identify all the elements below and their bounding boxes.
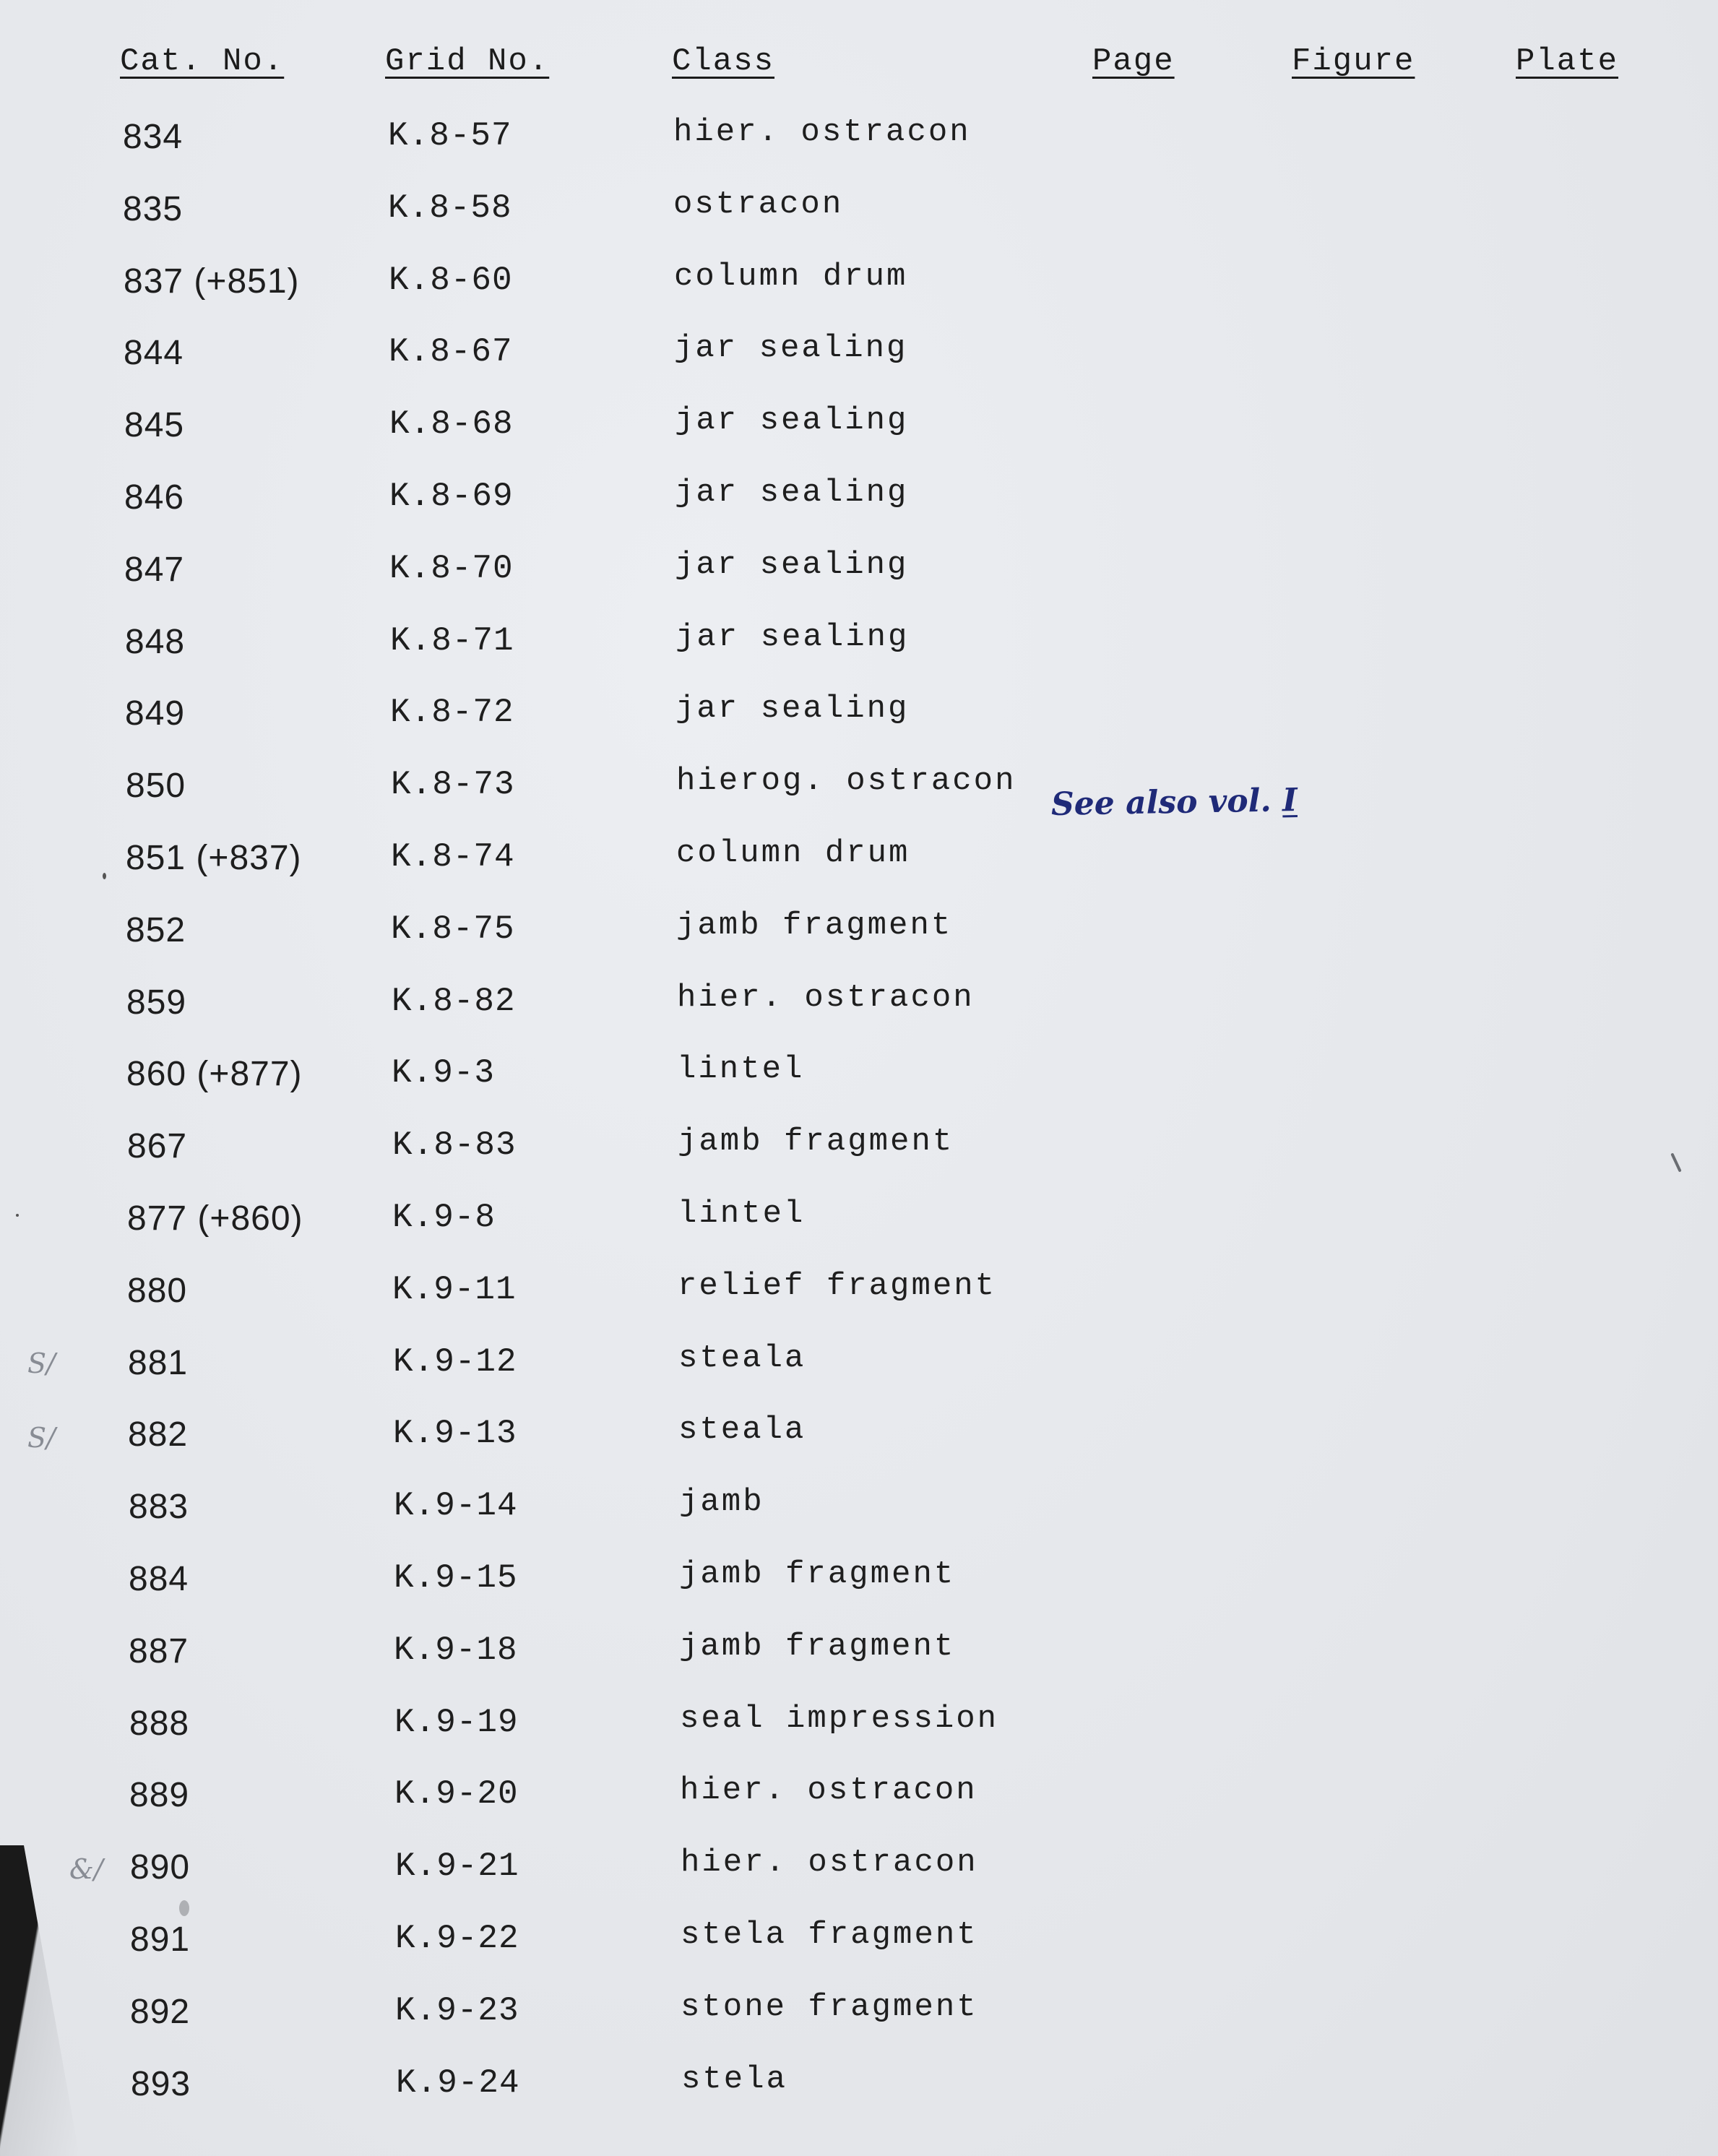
class-cell: stela fragment <box>681 1917 978 1953</box>
margin-mark-3: &/ <box>69 1853 103 1885</box>
cat-no-cell: 851 (+837) <box>126 839 302 877</box>
grid-no-cell: K.9-11 <box>392 1271 517 1308</box>
table-row <box>0 402 1718 470</box>
table-row <box>0 330 1718 398</box>
class-cell: jar sealing <box>675 619 910 655</box>
class-cell: jamb fragment <box>676 907 953 944</box>
class-cell: hier. ostracon <box>677 980 975 1016</box>
table-row <box>0 186 1718 254</box>
grid-no-cell: K.9-23 <box>395 1992 519 2030</box>
grid-no-cell: K.9-21 <box>395 1847 519 1885</box>
cat-no-cell: 845 <box>124 406 185 444</box>
header-grid-no: Grid No. <box>385 43 550 79</box>
class-cell: steala <box>678 1412 806 1448</box>
grid-no-cell: K.9-22 <box>395 1920 519 1957</box>
header-plate: Plate <box>1516 43 1619 79</box>
class-cell: steala <box>678 1340 806 1376</box>
grid-no-cell: K.9-12 <box>393 1343 517 1381</box>
table-row <box>0 763 1718 831</box>
table-row <box>0 1701 1718 1769</box>
grid-no-cell: K.9-15 <box>394 1559 518 1597</box>
class-cell: jamb fragment <box>679 1556 956 1592</box>
grid-no-cell: K.8-60 <box>389 262 513 299</box>
grid-no-cell: K.8-82 <box>392 983 516 1020</box>
cat-no-cell: 860 (+877) <box>126 1055 303 1093</box>
cat-no-cell: 890 <box>130 1848 191 1886</box>
cat-no-cell: 893 <box>131 2065 191 2103</box>
cat-no-cell: 849 <box>125 694 186 733</box>
cat-no-cell: 892 <box>130 1993 191 2031</box>
cat-no-cell: 859 <box>126 983 187 1022</box>
paper-speck <box>16 1214 19 1217</box>
grid-no-cell: K.8-67 <box>389 333 513 371</box>
grid-no-cell: K.9-8 <box>392 1199 496 1236</box>
table-row <box>0 907 1718 975</box>
cat-no-cell: 837 (+851) <box>124 262 300 301</box>
table-row <box>0 691 1718 759</box>
class-cell: hier. ostracon <box>680 1772 977 1808</box>
paper-speck <box>103 873 106 879</box>
cat-no-cell: 844 <box>124 334 184 372</box>
table-row <box>0 1917 1718 1985</box>
cat-no-cell: 882 <box>128 1415 189 1454</box>
class-cell: jamb <box>679 1484 764 1520</box>
grid-no-cell: K.9-13 <box>393 1415 517 1452</box>
class-cell: column drum <box>676 835 910 871</box>
cat-no-cell: 835 <box>123 190 184 228</box>
class-cell: jar sealing <box>675 691 910 727</box>
header-figure: Figure <box>1292 43 1415 79</box>
class-cell: hier. ostracon <box>673 114 971 150</box>
table-row <box>0 980 1718 1048</box>
class-cell: hier. ostracon <box>681 1845 978 1881</box>
grid-no-cell: K.8-75 <box>391 910 515 948</box>
class-cell: jamb fragment <box>679 1629 956 1665</box>
class-cell: jar sealing <box>674 330 908 366</box>
annotation-text: See also vol. <box>1050 782 1283 823</box>
cat-no-cell: 852 <box>126 911 186 949</box>
grid-no-cell: K.9-20 <box>394 1775 519 1813</box>
table-row <box>0 547 1718 615</box>
table-row <box>0 1196 1718 1264</box>
grid-no-cell: K.9-19 <box>394 1704 519 1741</box>
table-row <box>0 1556 1718 1624</box>
cat-no-cell: 847 <box>124 551 185 589</box>
table-row <box>0 1989 1718 2057</box>
cat-no-cell: 846 <box>124 478 185 517</box>
cat-no-cell: 884 <box>129 1560 189 1598</box>
table-row <box>0 1484 1718 1552</box>
cat-no-cell: 891 <box>130 1920 191 1959</box>
class-cell: seal impression <box>680 1701 999 1737</box>
class-cell: column drum <box>674 259 908 295</box>
table-row <box>0 619 1718 687</box>
grid-no-cell: K.8-72 <box>390 694 514 731</box>
class-cell: jar sealing <box>675 475 909 511</box>
grid-no-cell: K.8-57 <box>388 117 512 155</box>
table-row <box>0 1126 1718 1191</box>
grid-no-cell: K.8-83 <box>392 1126 517 1164</box>
grid-no-cell: K.8-73 <box>391 766 515 803</box>
cat-no-cell: 887 <box>129 1632 189 1670</box>
class-cell: ostracon <box>673 186 844 223</box>
class-cell: stone fragment <box>681 1989 978 2025</box>
table-row <box>0 1772 1718 1840</box>
cat-no-cell: 850 <box>126 767 186 805</box>
cat-no-cell: 888 <box>129 1704 190 1743</box>
grid-no-cell: K.8-69 <box>389 478 514 515</box>
table-row <box>0 259 1718 327</box>
grid-no-cell: K.9-3 <box>392 1054 496 1092</box>
table-row <box>0 114 1718 182</box>
paper-speck <box>179 1900 189 1916</box>
table-row <box>0 835 1718 903</box>
header-class: Class <box>672 43 775 79</box>
class-cell: jar sealing <box>675 402 909 439</box>
margin-mark-1: S/ <box>27 1348 56 1379</box>
grid-no-cell: K.8-68 <box>389 405 514 443</box>
cat-no-cell: 880 <box>127 1272 188 1310</box>
cat-no-cell: 889 <box>129 1776 190 1814</box>
cat-no-cell: 834 <box>123 118 184 156</box>
cat-no-cell: 867 <box>127 1127 188 1165</box>
grid-no-cell: K.8-58 <box>388 189 512 227</box>
cat-no-cell: 877 (+860) <box>127 1199 303 1238</box>
header-page: Page <box>1092 43 1175 79</box>
annotation-volume: I <box>1282 782 1298 819</box>
table-row <box>0 1340 1718 1408</box>
class-cell: lintel <box>678 1196 806 1232</box>
table-row <box>0 1412 1718 1480</box>
table-row <box>0 1051 1718 1119</box>
grid-no-cell: K.8-70 <box>389 550 514 587</box>
cat-no-cell: 881 <box>128 1344 189 1382</box>
grid-no-cell: K.8-74 <box>391 838 515 876</box>
table-row <box>0 1268 1718 1336</box>
grid-no-cell: K.9-18 <box>394 1631 518 1669</box>
table-row <box>0 1631 1718 1696</box>
class-cell: jar sealing <box>675 547 909 583</box>
class-cell: hierog. ostracon <box>676 763 1016 799</box>
handwritten-annotation <box>1051 782 1298 823</box>
class-cell: relief fragment <box>678 1268 997 1304</box>
class-cell: stela <box>681 2061 788 2097</box>
table-row <box>0 475 1718 543</box>
header-cat-no: Cat. No. <box>120 43 285 79</box>
margin-mark-2: S/ <box>27 1422 56 1454</box>
cat-no-cell: 848 <box>125 623 186 661</box>
grid-no-cell: K.9-14 <box>394 1487 518 1525</box>
class-cell: jamb fragment <box>678 1124 954 1160</box>
grid-no-cell: K.8-71 <box>390 622 514 660</box>
cat-no-cell: 883 <box>129 1488 189 1526</box>
table-row <box>0 1847 1718 1913</box>
grid-no-cell: K.9-24 <box>396 2064 520 2102</box>
class-cell: lintel <box>677 1051 805 1087</box>
table-row <box>0 2061 1718 2129</box>
